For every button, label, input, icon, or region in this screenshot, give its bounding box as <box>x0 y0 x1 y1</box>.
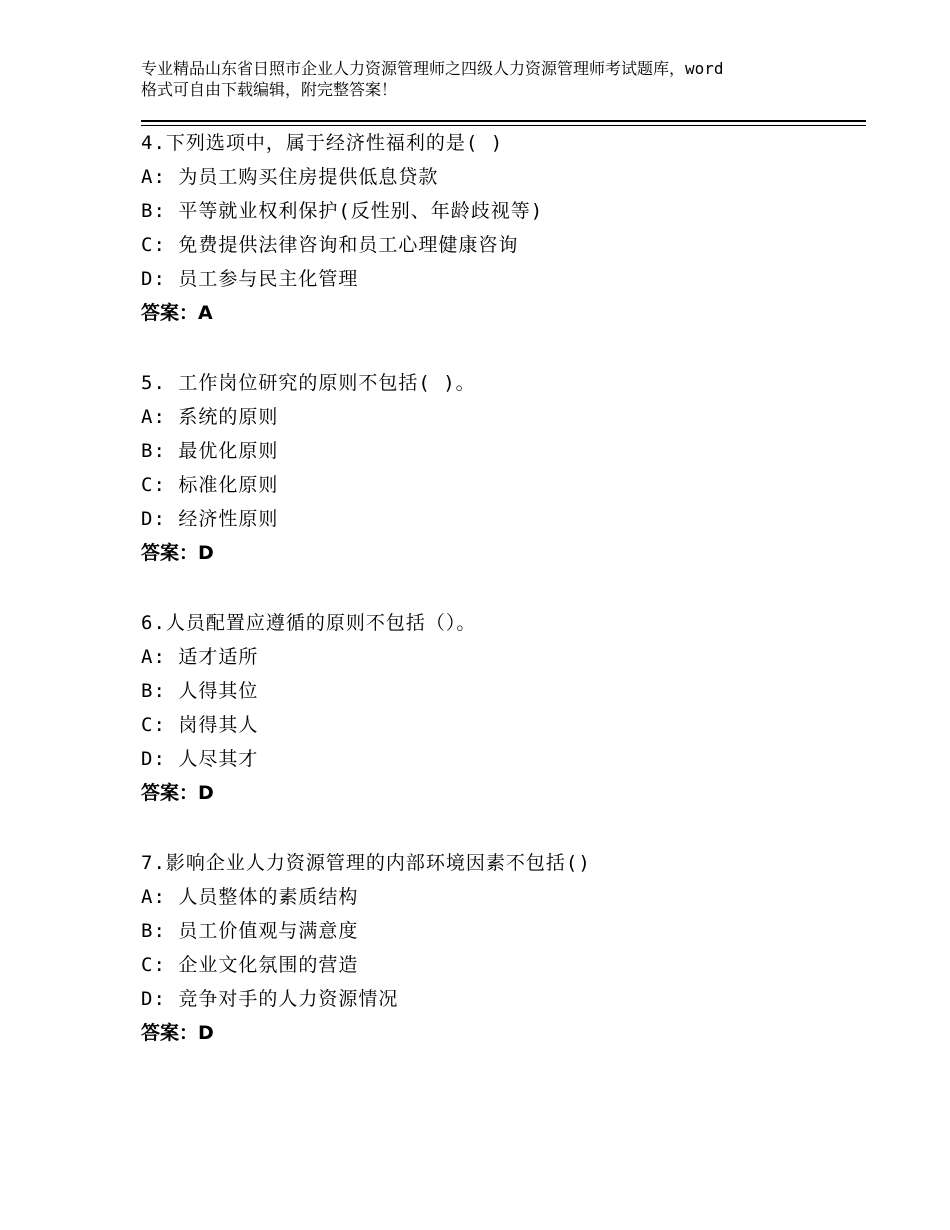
option-b: B: 最优化原则 <box>141 440 279 462</box>
header-rule-thick <box>141 120 866 122</box>
option-c: C: 免费提供法律咨询和员工心理健康咨询 <box>141 234 519 256</box>
question-5 <box>141 366 866 570</box>
option-b: B: 员工价值观与满意度 <box>141 920 359 942</box>
document-header <box>141 58 841 100</box>
option-c: C: 企业文化氛围的营造 <box>141 954 359 976</box>
option-d: D: 员工参与民主化管理 <box>141 268 359 290</box>
question-stem: 6.人员配置应遵循的原则不包括（）。 <box>141 612 477 634</box>
question-stem: 4.下列选项中，属于经济性福利的是( ) <box>141 132 504 154</box>
option-a: A: 人员整体的素质结构 <box>141 886 359 908</box>
option-d: D: 经济性原则 <box>141 508 279 530</box>
answer-label: 答案：D <box>141 782 214 804</box>
option-c: C: 标准化原则 <box>141 474 279 496</box>
option-a: A: 适才适所 <box>141 646 259 668</box>
option-a: A: 系统的原则 <box>141 406 279 428</box>
option-d: D: 竞争对手的人力资源情况 <box>141 988 399 1010</box>
question-stem: 5. 工作岗位研究的原则不包括( )。 <box>141 372 476 394</box>
answer-label: 答案：D <box>141 1022 214 1044</box>
header-line-2: 格式可自由下载编辑，附完整答案！ <box>141 80 398 99</box>
answer-label: 答案：D <box>141 542 214 564</box>
option-b: B: 人得其位 <box>141 680 259 702</box>
option-b: B: 平等就业权利保护(反性别、年龄歧视等) <box>141 200 544 222</box>
question-4 <box>141 126 866 330</box>
option-d: D: 人尽其才 <box>141 748 259 770</box>
header-line-1: 专业精品山东省日照市企业人力资源管理师之四级人力资源管理师考试题库，word <box>141 59 724 78</box>
option-c: C: 岗得其人 <box>141 714 259 736</box>
question-stem: 7.影响企业人力资源管理的内部环境因素不包括() <box>141 852 591 874</box>
question-7 <box>141 846 866 1050</box>
option-a: A: 为员工购买住房提供低息贷款 <box>141 166 439 188</box>
question-6 <box>141 606 866 810</box>
answer-label: 答案：A <box>141 302 213 324</box>
question-list <box>141 126 866 1086</box>
